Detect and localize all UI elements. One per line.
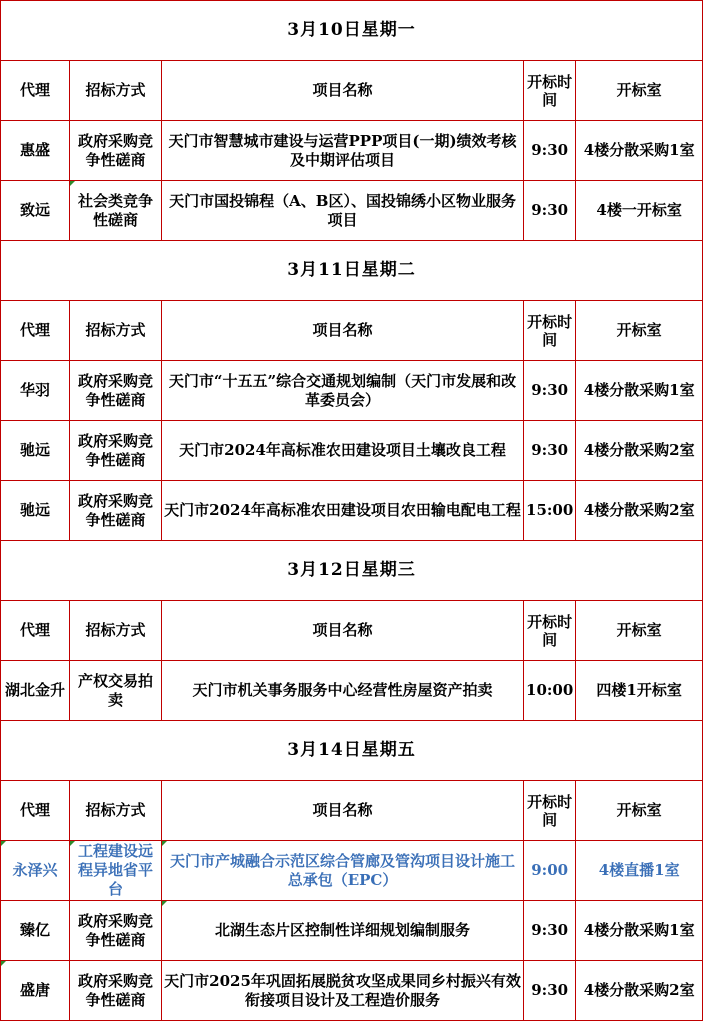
cell-room: 4楼分散采购1室 [576,901,703,961]
column-header-time: 开标时间 [524,61,576,121]
cell-time: 15:00 [524,481,576,541]
cell-room: 4楼分散采购1室 [576,121,703,181]
column-header-agent: 代理 [1,61,70,121]
table-row [1,841,703,901]
column-header-time: 开标时间 [524,601,576,661]
cell-time: 9:30 [524,121,576,181]
column-header-project: 项目名称 [162,781,524,841]
column-header-method: 招标方式 [70,61,162,121]
cell-room: 4楼直播1室 [576,841,703,901]
cell-agent: 驰远 [1,481,70,541]
cell-project: 北湖生态片区控制性详细规划编制服务 [162,901,524,961]
table-row [1,421,703,481]
cell-method: 政府采购竞争性磋商 [70,961,162,1021]
cell-method: 工程建设远程异地省平台 [70,841,162,901]
cell-project: 天门市“十五五”综合交通规划编制（天门市发展和改革委员会） [162,361,524,421]
column-header-time: 开标时间 [524,781,576,841]
column-header-agent: 代理 [1,601,70,661]
cell-time: 9:30 [524,901,576,961]
cell-method: 政府采购竞争性磋商 [70,481,162,541]
day-title: 3月14日星期五 [1,721,703,781]
table-row [1,901,703,961]
cell-time: 10:00 [524,661,576,721]
column-header-time: 开标时间 [524,301,576,361]
day-title: 3月11日星期二 [1,241,703,301]
cell-agent: 华羽 [1,361,70,421]
column-header-room: 开标室 [576,601,703,661]
cell-method: 政府采购竞争性磋商 [70,421,162,481]
cell-room: 四楼1开标室 [576,661,703,721]
table-row [1,361,703,421]
table-row [1,181,703,241]
cell-method: 政府采购竞争性磋商 [70,901,162,961]
cell-project: 天门市2024年高标准农田建设项目土壤改良工程 [162,421,524,481]
cell-room: 4楼分散采购2室 [576,961,703,1021]
day-header-row [1,1,703,61]
cell-agent: 盛唐 [1,961,70,1021]
column-header-method: 招标方式 [70,301,162,361]
column-header-room: 开标室 [576,781,703,841]
column-header-project: 项目名称 [162,301,524,361]
cell-time: 9:30 [524,361,576,421]
cell-method: 产权交易拍卖 [70,661,162,721]
cell-agent: 惠盛 [1,121,70,181]
cell-agent: 湖北金升 [1,661,70,721]
cell-method: 社会类竞争性磋商 [70,181,162,241]
cell-room: 4楼分散采购1室 [576,361,703,421]
cell-method: 政府采购竞争性磋商 [70,361,162,421]
day-header-row [1,721,703,781]
table-row [1,121,703,181]
cell-agent: 永泽兴 [1,841,70,901]
cell-agent: 驰远 [1,421,70,481]
column-header-room: 开标室 [576,61,703,121]
column-header-row [1,781,703,841]
cell-time: 9:30 [524,421,576,481]
table-row [1,961,703,1021]
column-header-agent: 代理 [1,781,70,841]
cell-project: 天门市国投锦程（A、B区）、国投锦绣小区物业服务项目 [162,181,524,241]
column-header-room: 开标室 [576,301,703,361]
day-header-row [1,241,703,301]
cell-project: 天门市2025年巩固拓展脱贫攻坚成果同乡村振兴有效衔接项目设计及工程造价服务 [162,961,524,1021]
cell-method: 政府采购竞争性磋商 [70,121,162,181]
column-header-row [1,301,703,361]
column-header-agent: 代理 [1,301,70,361]
cell-room: 4楼一开标室 [576,181,703,241]
cell-project: 天门市机关事务服务中心经营性房屋资产拍卖 [162,661,524,721]
column-header-project: 项目名称 [162,601,524,661]
column-header-method: 招标方式 [70,601,162,661]
day-title: 3月10日星期一 [1,1,703,61]
cell-time: 9:30 [524,961,576,1021]
table-row [1,481,703,541]
column-header-row [1,61,703,121]
day-header-row [1,541,703,601]
table-row [1,661,703,721]
column-header-method: 招标方式 [70,781,162,841]
cell-room: 4楼分散采购2室 [576,481,703,541]
cell-project: 天门市智慧城市建设与运营PPP项目(一期)绩效考核及中期评估项目 [162,121,524,181]
column-header-project: 项目名称 [162,61,524,121]
cell-project: 天门市产城融合示范区综合管廊及管沟项目设计施工总承包（EPC） [162,841,524,901]
cell-time: 9:30 [524,181,576,241]
cell-room: 4楼分散采购2室 [576,421,703,481]
cell-agent: 臻亿 [1,901,70,961]
column-header-row [1,601,703,661]
cell-time: 9:00 [524,841,576,901]
day-title: 3月12日星期三 [1,541,703,601]
cell-agent: 致远 [1,181,70,241]
cell-project: 天门市2024年高标准农田建设项目农田输电配电工程 [162,481,524,541]
